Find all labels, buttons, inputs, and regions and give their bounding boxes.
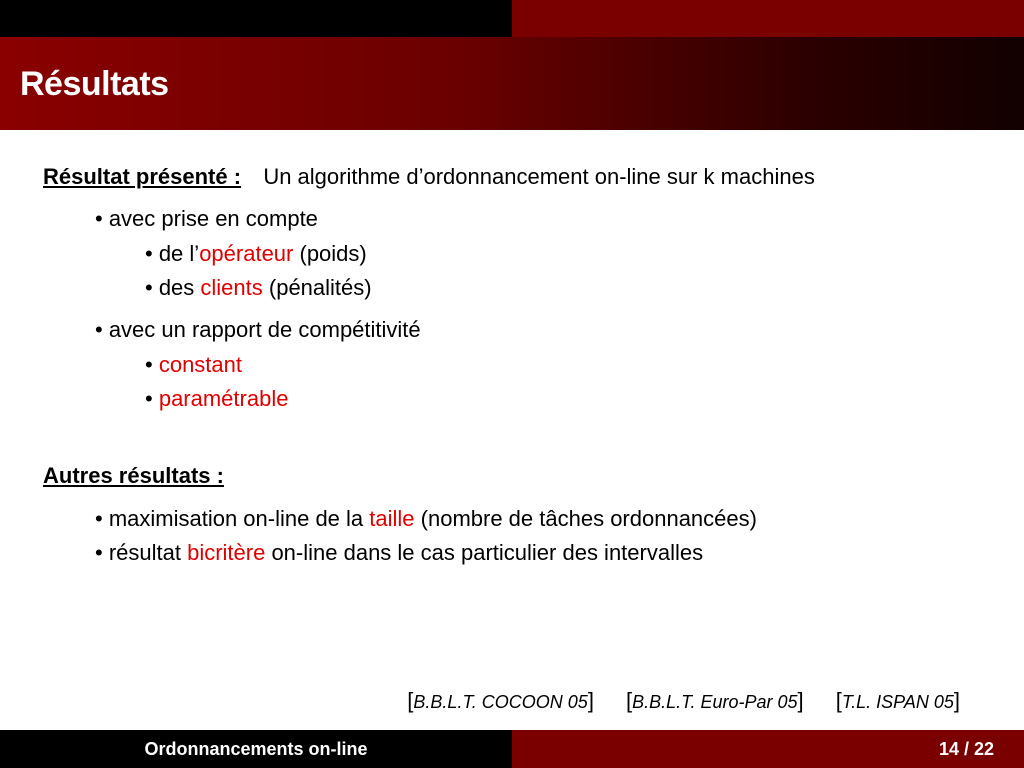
- reference-2: B.B.L.T. Euro-Par 05: [632, 692, 798, 712]
- s2b1-highlight: taille: [369, 506, 415, 531]
- sub3-prefix: •: [145, 352, 159, 377]
- sub2-suffix: (pénalités): [262, 275, 372, 300]
- slide-title: Résultats: [20, 65, 169, 103]
- section1-sub4: [145, 386, 288, 412]
- sub4-highlight: paramétrable: [158, 386, 289, 411]
- s2b2-prefix: • résultat: [95, 540, 188, 565]
- page-number: 14 / 22: [938, 739, 994, 759]
- top-bar-left: [0, 0, 512, 37]
- section1-bullet2: • avec un rapport de compétitivité: [95, 317, 421, 342]
- slide-footer: [0, 730, 1024, 768]
- section2-bullet2: [95, 540, 703, 566]
- s2b2-highlight: bicritère: [187, 540, 266, 565]
- section1-heading: Résultat présenté :: [43, 164, 242, 189]
- s2b2-suffix: on-line dans le cas particulier des intervalles: [265, 540, 704, 565]
- sub1-highlight: opérateur: [199, 241, 294, 266]
- footer-right: [512, 730, 1024, 768]
- section2-bullet1: [95, 506, 757, 532]
- s2b1-prefix: • maximisation on-line de la: [95, 506, 370, 531]
- s2b1-suffix: (nombre de tâches ordonnancées): [414, 506, 757, 531]
- references: [B.B.L.T. COCOON 05] [B.B.L.T. Euro-Par 05] [T.L. ISPAN 05]: [407, 688, 960, 713]
- sub3-highlight: constant: [158, 352, 242, 377]
- sub2-prefix: • des: [145, 275, 201, 300]
- section1-sub3: [145, 352, 242, 378]
- slide-header: [0, 37, 1024, 130]
- section1-bullet1: • avec prise en compte: [95, 206, 318, 231]
- footer-title: Ordonnancements on-line: [0, 730, 512, 768]
- top-bar-right: [512, 0, 1024, 37]
- slide-content: [0, 130, 1024, 728]
- reference-3: T.L. ISPAN 05: [841, 692, 954, 712]
- reference-1: B.B.L.T. COCOON 05: [413, 692, 588, 712]
- section2-heading: Autres résultats :: [43, 463, 224, 488]
- sub1-prefix: • de l’: [145, 241, 200, 266]
- section1-sub2: [145, 275, 372, 301]
- section1-sub1: [145, 241, 367, 267]
- top-bar: [0, 0, 1024, 37]
- section1-line: [43, 164, 815, 190]
- sub2-highlight: clients: [200, 275, 263, 300]
- sub4-prefix: •: [145, 386, 159, 411]
- sub1-suffix: (poids): [293, 241, 367, 266]
- section1-intro: Un algorithme d’ordonnancement on-line sur k machines: [263, 164, 815, 189]
